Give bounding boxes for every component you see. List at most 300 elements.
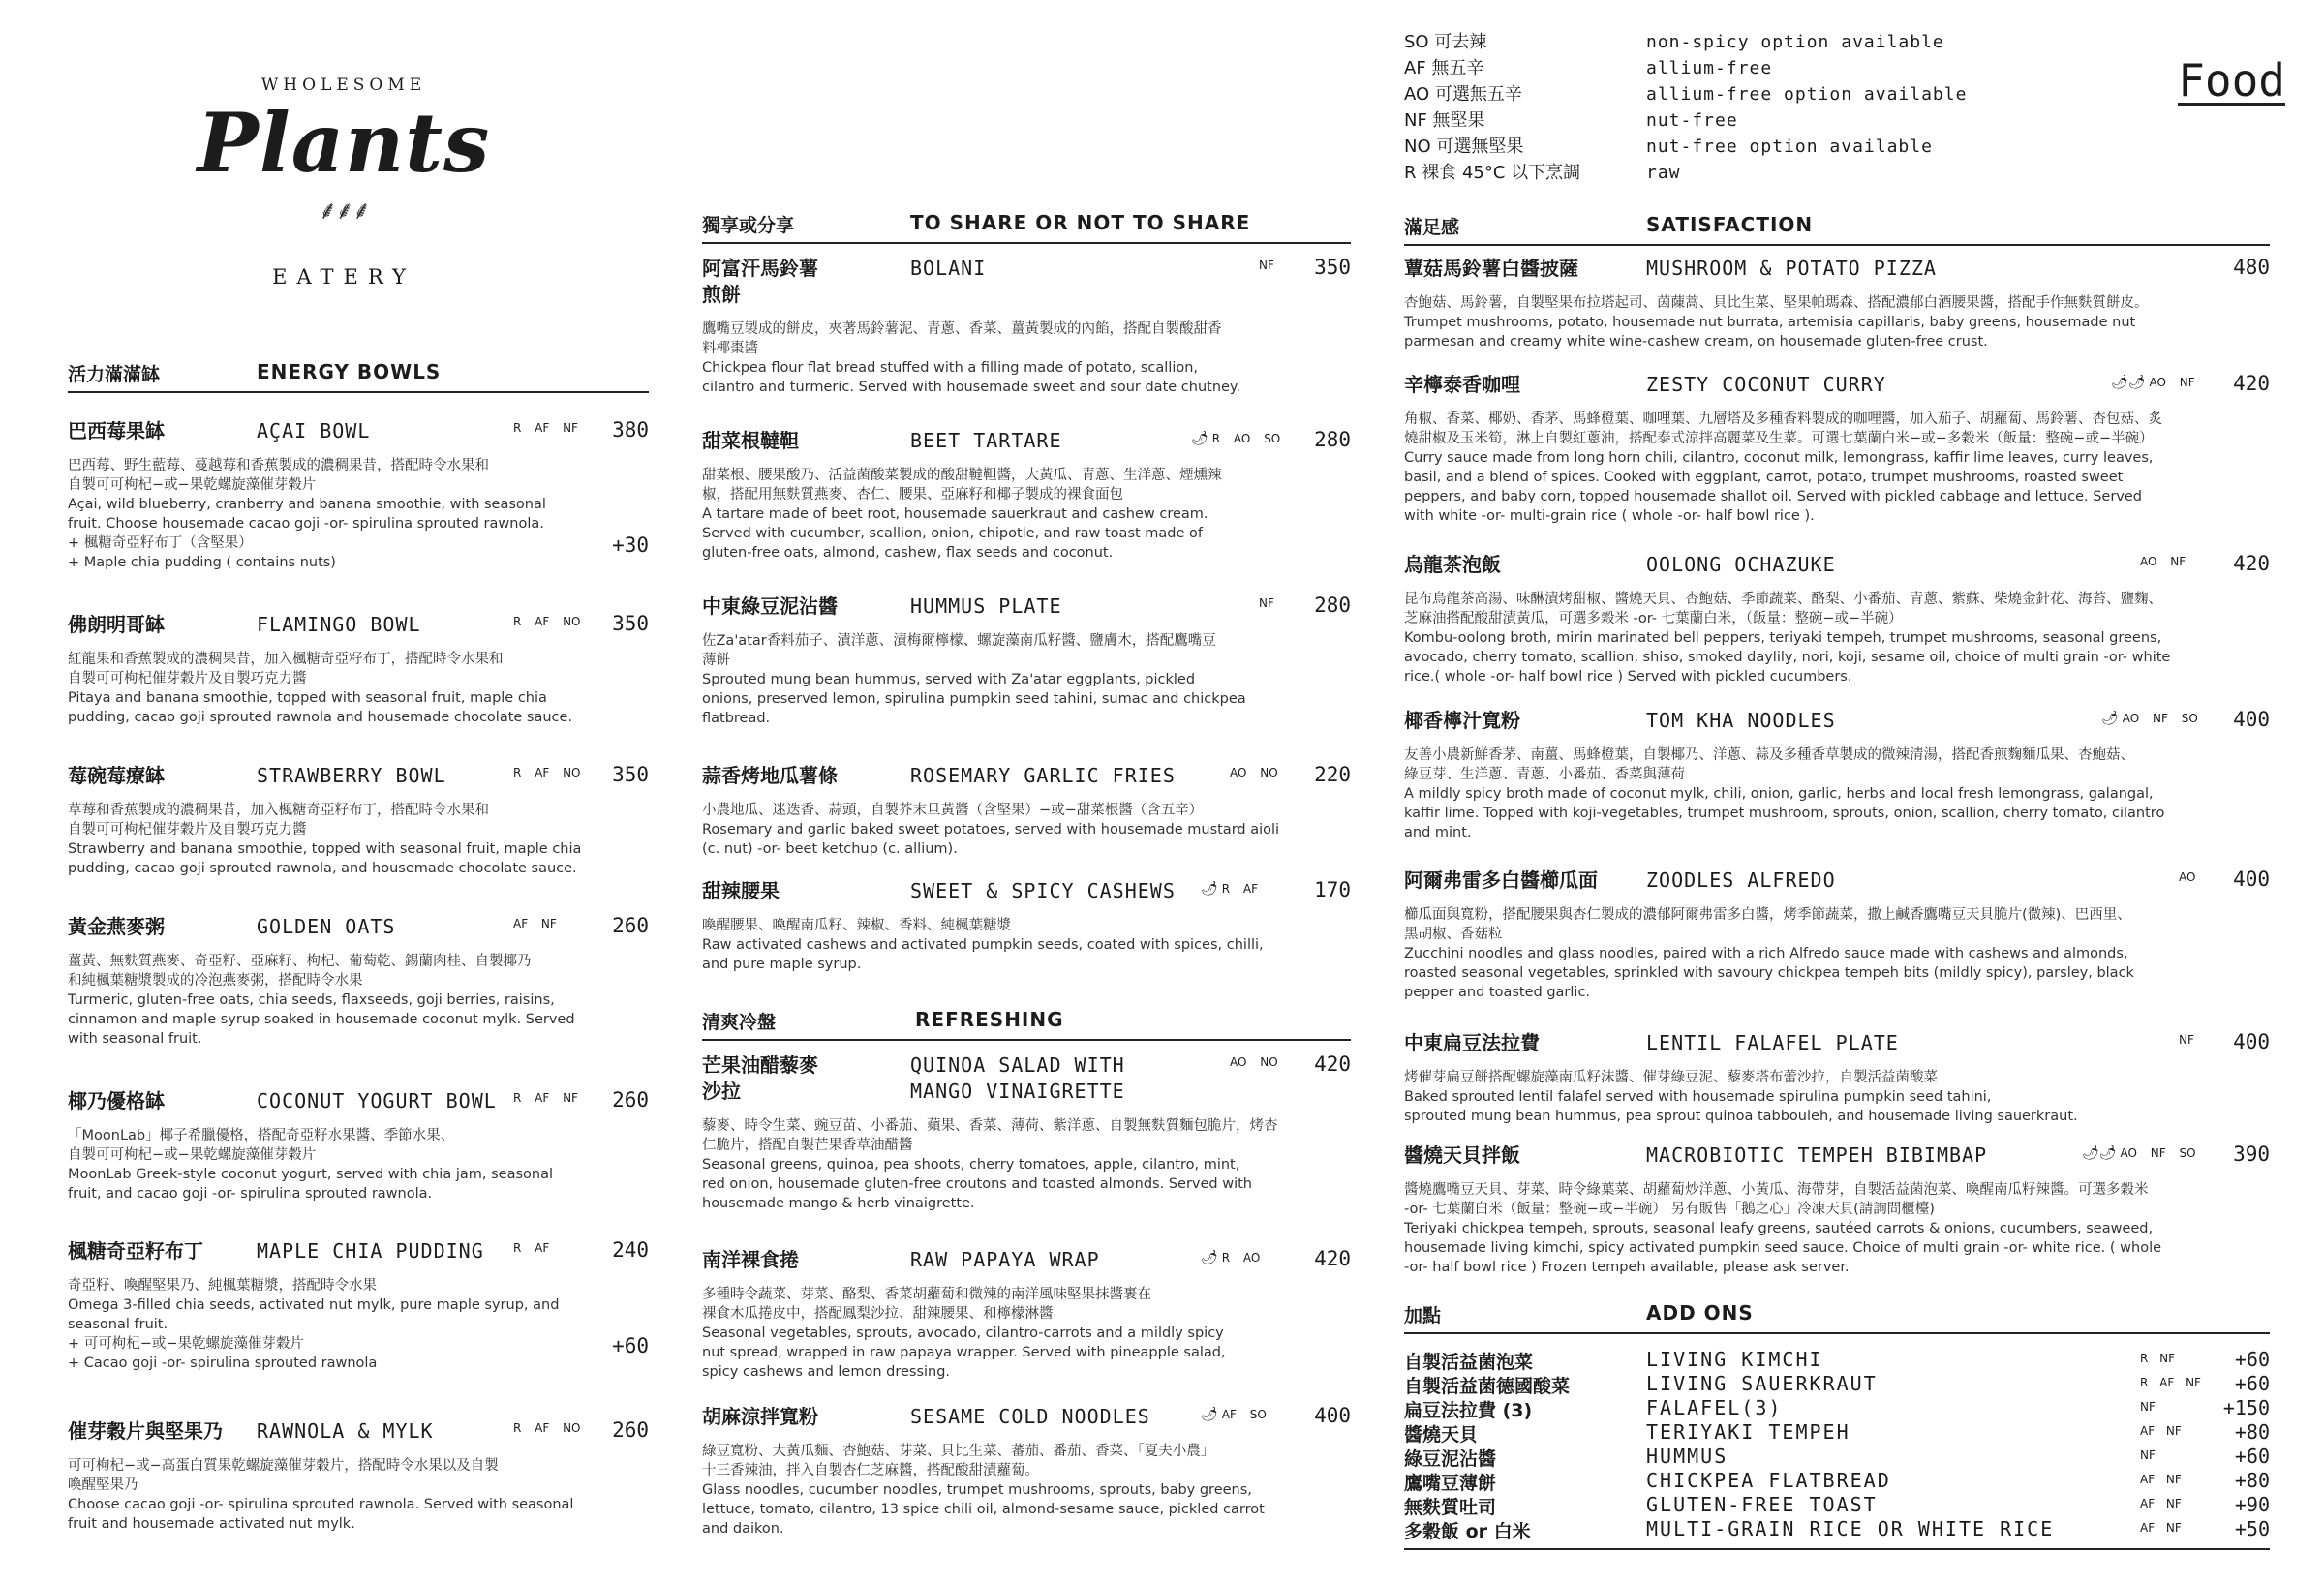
add-on-name-zh: 扁豆法拉費 (3) xyxy=(1404,1400,1533,1421)
item-name-zh: 椰乃優格缽 xyxy=(68,1089,165,1112)
section-title-zh: 清爽冷盤 xyxy=(702,1012,777,1033)
section-to-share xyxy=(702,203,1351,244)
section-title-en: ENERGY BOWLS xyxy=(257,360,442,383)
diet-tags xyxy=(1259,259,1274,272)
description-line: gluten-free oats, almond, cashew, flax seeds and coconut. xyxy=(702,545,1114,561)
add-on-row xyxy=(1404,1445,2270,1470)
item-price: 420 xyxy=(2233,372,2270,395)
description-line: 多種時令蔬菜、芽菜、酪梨、香菜胡蘿蔔和微辣的南洋風味堅果抹醬裹在 xyxy=(702,1287,1151,1302)
diet-codes: NF xyxy=(2140,1448,2156,1462)
section-title-en: REFRESHING xyxy=(915,1008,1064,1031)
item-name-zh: 楓糖奇亞籽布丁 xyxy=(68,1239,203,1263)
diet-codes: NF xyxy=(1259,259,1274,272)
logo-tagline: WHOLESOME xyxy=(260,76,427,95)
description-line: 薄餅 xyxy=(702,653,730,668)
addon-price: +60 xyxy=(612,1334,649,1357)
item-price: 390 xyxy=(2233,1142,2270,1166)
item-name-en: BEET TARTARE xyxy=(910,429,1062,452)
item-name-en: BOLANI xyxy=(910,257,987,280)
item-description xyxy=(702,1442,1351,1538)
description-line: red onion, housemade gluten-free croutons and toasted almonds. Served with xyxy=(702,1176,1252,1192)
description-line: 綠豆芽、生洋蔥、青蔥、小番茄、香菜與薄荷 xyxy=(1404,767,1685,782)
description-line: Zucchini noodles and glass noodles, paired with a rich Alfredo sauce made with cashews and almonds, xyxy=(1404,946,2128,961)
description-line: Omega 3-filled chia seeds, activated nut mylk, pure maple syrup, and xyxy=(68,1297,560,1313)
description-line: and pure maple syrup. xyxy=(702,957,862,972)
description-line: 芝麻油搭配酸甜漬黃瓜，可選多穀米 -or- 七葉蘭白米，（飯量：整碗−或−半碗） xyxy=(1404,611,1903,626)
item-name-zh: 蒜香烤地瓜薯條 xyxy=(702,764,838,787)
description-line: 角椒、香菜、椰奶、香茅、馬蜂橙葉、咖哩葉、九層塔及多種香料製成的咖哩醬，加入茄子、胡蘿蔔、馬鈴薯、杏包菇、炙 xyxy=(1404,411,2162,427)
diet-codes: R AF NF xyxy=(513,421,578,435)
diet-tags xyxy=(513,421,578,435)
description-line: Curry sauce made from long horn chili, cilantro, coconut milk, lemongrass, kaffir lime leaves, curry leaves, xyxy=(1404,450,2154,466)
description-line: rice.( whole -or- half bowl rice ) Served with pickled cucumbers. xyxy=(1404,669,1852,685)
description-line: pudding, cacao goji sprouted rawnola, and housemade chocolate sauce. xyxy=(68,861,577,876)
diet-codes: AF NF xyxy=(2140,1473,2182,1486)
description-line: housemade living kimchi, spicy activated pumpkin seed sauce. Choice of multi grain -or- white rice. ( whole xyxy=(1404,1240,2162,1256)
description-line: (c. nut) -or- beet ketchup (c. allium). xyxy=(702,841,958,857)
item-name-zh: 催芽穀片與堅果乃 xyxy=(68,1419,223,1443)
item-name-zh: 佛朗明哥缽 xyxy=(68,613,165,636)
add-on-price: +80 xyxy=(2234,1469,2270,1492)
description-line: Chickpea flour flat bread stuffed with a filling made of potato, scallion, xyxy=(702,360,1199,376)
item-name-en: AÇAI BOWL xyxy=(257,419,371,442)
add-on-row xyxy=(1404,1348,2270,1373)
item-description xyxy=(68,1126,649,1203)
item-price: 280 xyxy=(1314,428,1351,451)
item-name-en: OOLONG OCHAZUKE xyxy=(1646,553,1836,576)
description-line: MoonLab Greek-style coconut yogurt, served with chia jam, seasonal xyxy=(68,1167,553,1182)
description-line: Trumpet mushrooms, potato, housemade nut burrata, artemisia capillaris, baby greens, housemade nut xyxy=(1404,315,2136,330)
item-description xyxy=(68,1456,649,1534)
diet-tags xyxy=(1230,766,1278,779)
description-line: Pitaya and banana smoothie, topped with seasonal fruit, maple chia xyxy=(68,690,547,706)
description-line: Açai, wild blueberry, cranberry and banana smoothie, with seasonal xyxy=(68,497,546,512)
description-line: Sprouted mung bean hummus, served with Za'atar eggplants, pickled xyxy=(702,672,1196,687)
item-price: 220 xyxy=(1314,763,1351,786)
legend-meaning: allium-free xyxy=(1646,58,1773,78)
divider xyxy=(1404,1548,2270,1550)
item-price: 420 xyxy=(1314,1247,1351,1270)
diet-codes: R AF NO xyxy=(513,1421,581,1435)
diet-codes: AO NF xyxy=(2149,376,2195,389)
description-line: 櫛瓜面與寬粉，搭配腰果與杏仁製成的濃郁阿爾弗雷多白醬，烤季節蔬菜，撒上鹹香鷹嘴豆天貝脆片(微辣)、巴西里、 xyxy=(1404,907,2131,923)
description-line: 自製可可枸杞催芽穀片及自製巧克力醬 xyxy=(68,671,307,686)
description-line: 紅龍果和香蕉製成的濃稠果昔，加入楓糖奇亞籽布丁，搭配時令水果和 xyxy=(68,652,504,667)
diet-tags xyxy=(513,766,581,779)
diet-codes: NF xyxy=(1259,596,1274,610)
description-line: Strawberry and banana smoothie, topped with seasonal fruit, maple chia xyxy=(68,841,582,857)
legend-meaning: non-spicy option available xyxy=(1646,32,1944,52)
item-name-en: FLAMINGO BOWL xyxy=(257,613,421,636)
description-line: Raw activated cashews and activated pumpkin seeds, coated with spices, chilli, xyxy=(702,937,1264,953)
diet-tags xyxy=(513,917,557,930)
item-description xyxy=(1404,293,2270,351)
add-on-row xyxy=(1404,1517,2270,1542)
description-line: 醬燒鷹嘴豆天貝、芽菜、時令綠葉菜、胡蘿蔔炒洋蔥、小黃瓜、海帶芽，自製活益菌泡菜、喚醒南瓜籽辣醬。可選多穀米 xyxy=(1404,1182,2149,1198)
item-name-en: QUINOA SALAD WITH MANGO VINAIGRETTE xyxy=(910,1053,1125,1103)
item-price: 260 xyxy=(612,1088,649,1112)
description-line: sprouted mung bean hummus, pea sprout quinoa tabbouleh, and housemade living sauerkraut. xyxy=(1404,1109,2078,1124)
item-price: 400 xyxy=(2233,868,2270,891)
add-on-price: +80 xyxy=(2234,1420,2270,1444)
diet-codes: AF NF xyxy=(513,917,557,930)
description-line: 和純楓葉糖漿製成的冷泡燕麥粥，搭配時令水果 xyxy=(68,973,363,989)
description-line: fruit. Choose housemade cacao goji -or- spirulina sprouted rawnola. xyxy=(68,516,544,532)
add-on-price: +150 xyxy=(2222,1396,2270,1419)
diet-codes: AF NF xyxy=(2140,1424,2182,1438)
chili-icon: 🌶 xyxy=(1191,431,1208,446)
description-line: and mint. xyxy=(1404,825,1472,840)
diet-tags xyxy=(2101,711,2198,726)
diet-codes: R AO xyxy=(1221,1251,1261,1264)
item-price: 350 xyxy=(612,612,649,635)
legend-code: SO 可去辣 xyxy=(1404,32,1487,52)
description-line: 可可枸杞−或−高蛋白質果乾螺旋藻催芽穀片，搭配時令水果以及自製 xyxy=(68,1458,499,1474)
description-line: 喚醒堅果乃 xyxy=(68,1477,138,1493)
description-line: 綠豆寬粉、大黃瓜麵、杏鮑菇、芽菜、貝比生菜、蕃茄、番茄、香菜、「夏夫小農」 xyxy=(702,1444,1215,1459)
description-line: 佐Za'atar香料茄子、漬洋蔥、漬梅爾檸檬、螺旋藻南瓜籽醬、鹽膚木，搭配鷹嘴豆 xyxy=(702,633,1216,649)
item-description xyxy=(702,320,1351,397)
page-title: Food xyxy=(2178,54,2285,107)
item-name-en: LENTIL FALAFEL PLATE xyxy=(1646,1031,1899,1054)
description-line: + 可可枸杞−或−果乾螺旋藻催芽穀片 xyxy=(68,1336,305,1352)
legend-code: AO 可選無五辛 xyxy=(1404,84,1522,105)
item-price: 480 xyxy=(2233,256,2270,279)
description-line: flatbread. xyxy=(702,711,771,726)
item-description xyxy=(68,801,649,878)
diet-codes: AO NF SO xyxy=(2120,1146,2196,1160)
chili-icon: 🌶🌶 xyxy=(2082,1145,2117,1161)
diet-codes: R NF xyxy=(2140,1352,2176,1365)
diet-tags xyxy=(1201,881,1258,897)
chili-icon: 🌶 xyxy=(1201,1407,1218,1422)
legend-code: NF 無堅果 xyxy=(1404,110,1485,131)
description-line: peppers, and baby corn, topped housemade shallot oil. Served with pickled cabbage and lettuce. Served xyxy=(1404,489,2143,504)
description-line: spicy cashews and lemon dressing. xyxy=(702,1364,951,1380)
item-name-zh: 胡麻涼拌寬粉 xyxy=(702,1405,818,1428)
description-line: 杏鮑菇、馬鈴薯，自製堅果布拉塔起司、茵蔯蒿、貝比生菜、堅果帕瑪森、搭配濃郁白酒腰果醬，搭配手作無麩質餅皮。 xyxy=(1404,295,2149,311)
item-name-zh: 甜辣腰果 xyxy=(702,879,780,902)
item-price: 170 xyxy=(1314,878,1351,901)
item-description xyxy=(68,952,649,1049)
add-on-name-en: TERIYAKI TEMPEH xyxy=(1646,1420,1850,1444)
description-line: 友善小農新鮮香茅、南薑、馬蜂橙葉，自製椰乃、洋蔥、蒜及多種香草製成的微辣清湯，搭配香煎麴麵瓜果、杏鮑菇、 xyxy=(1404,747,2134,763)
description-line: 甜菜根、腰果酸乃、活益菌酸菜製成的酸甜韃靼醬，大黃瓜、青蔥、生洋蔥、煙燻辣 xyxy=(702,468,1222,483)
item-name-en: MUSHROOM & POTATO PIZZA xyxy=(1646,257,1937,280)
description-line: 燒甜椒及玉米筍，淋上自製紅蔥油，搭配泰式涼拌高麗菜及生菜。可選七葉蘭白米−或−多穀米（飯量：整碗−或−半碗） xyxy=(1404,431,2154,446)
item-name-en: MACROBIOTIC TEMPEH BIBIMBAP xyxy=(1646,1143,1988,1167)
diet-tags xyxy=(1201,1250,1260,1265)
item-name-zh: 阿爾弗雷多白醬櫛瓜面 xyxy=(1404,868,1598,892)
add-on-name-en: MULTI-GRAIN RICE OR WHITE RICE xyxy=(1646,1517,2055,1540)
item-name-zh: 莓碗莓療缽 xyxy=(68,764,165,787)
add-on-name-zh: 鷹嘴豆薄餅 xyxy=(1404,1473,1497,1494)
description-line: 仁脆片，搭配自製芒果香草油醋醬 xyxy=(702,1138,913,1153)
add-on-price: +60 xyxy=(2234,1372,2270,1395)
description-line: Seasonal greens, quinoa, pea shoots, cherry tomatoes, apple, cilantro, mint, xyxy=(702,1157,1240,1173)
item-description xyxy=(702,1285,1351,1382)
diet-codes: R AF NF xyxy=(513,1091,578,1105)
legend-meaning: nut-free option available xyxy=(1646,137,1933,157)
diet-tags xyxy=(1230,1055,1278,1069)
item-price: 260 xyxy=(612,1418,649,1442)
item-description xyxy=(702,1116,1351,1213)
description-line: A tartare made of beet root, housemade sauerkraut and cashew cream. xyxy=(702,506,1208,522)
section-title-zh: 加點 xyxy=(1404,1305,1442,1326)
legend-code: NO 可選無堅果 xyxy=(1404,137,1524,157)
item-name-zh: 南洋裸食捲 xyxy=(702,1248,799,1271)
description-line: cilantro and turmeric. Served with housemade sweet and sour date chutney. xyxy=(702,380,1241,395)
description-line: fruit, and cacao goji -or- spirulina sprouted rawnola. xyxy=(68,1186,433,1202)
add-on-name-zh: 無麩質吐司 xyxy=(1404,1497,1497,1518)
section-refreshing xyxy=(702,1000,1351,1041)
item-description xyxy=(1404,590,2270,686)
item-name-en: ZESTY COCONUT CURRY xyxy=(1646,373,1886,396)
add-on-row xyxy=(1404,1420,2270,1446)
chili-icon: 🌶 xyxy=(1201,1250,1218,1265)
item-name-zh: 阿富汗馬鈴薯 煎餅 xyxy=(702,257,818,306)
description-line: seasonal fruit. xyxy=(68,1317,168,1332)
section-title-en: ADD ONS xyxy=(1646,1301,1754,1325)
description-line: 「MoonLab」椰子希臘優格，搭配奇亞籽水果醬、季節水果、 xyxy=(68,1128,455,1143)
item-name-zh: 中東扁豆法拉費 xyxy=(1404,1031,1540,1054)
item-description xyxy=(68,1276,649,1373)
diet-codes: AO NO xyxy=(1230,766,1278,779)
diet-codes: AO xyxy=(2179,870,2196,884)
add-on-row xyxy=(1404,1372,2270,1397)
item-price: 260 xyxy=(612,914,649,937)
diet-tags xyxy=(2111,375,2195,390)
description-line: 裸食木瓜捲皮中，搭配鳳梨沙拉、甜辣腰果、和檸檬淋醬 xyxy=(702,1306,1054,1322)
description-line: Kombu-oolong broth, mirin marinated bell peppers, teriyaki tempeh, trumpet mushrooms, seasonal greens, xyxy=(1404,630,2162,646)
diet-tags xyxy=(1259,596,1274,610)
description-line: Choose cacao goji -or- spirulina sprouted rawnola. Served with seasonal xyxy=(68,1497,574,1512)
diet-codes: R AF NF xyxy=(2140,1376,2201,1389)
logo-name: Plants xyxy=(197,95,491,191)
description-line: parmesan and creamy white wine-cashew cream, on housemade gluten-free crust. xyxy=(1404,334,1988,350)
description-line: 喚醒腰果、喚醒南瓜籽、辣椒、香料、純楓葉糖漿 xyxy=(702,918,1011,933)
diet-tags xyxy=(2140,555,2186,568)
item-price: 400 xyxy=(1314,1404,1351,1427)
description-line: 昆布烏龍茶高湯、味醂漬烤甜椒、醬燒天貝、杏鮑菇、季節蔬菜、酪梨、小番茄、青蔥、紫蘇、柴燒金針花、海苔、鹽麴、 xyxy=(1404,592,2162,607)
add-on-row xyxy=(1404,1396,2270,1421)
description-line: kaffir lime. Topped with koji-vegetables, trumpet mushroom, sprouts, onion, scallion, cherry tomato, cilantro xyxy=(1404,806,2165,821)
add-on-price: +60 xyxy=(2234,1445,2270,1468)
description-line: Rosemary and garlic baked sweet potatoes, served with housemade mustard aioli xyxy=(702,822,1280,838)
item-name-zh: 甜菜根韃靼 xyxy=(702,429,799,452)
description-line: -or- half bowl rice ) Frozen tempeh available, please ask server. xyxy=(1404,1260,1850,1275)
legend-meaning: raw xyxy=(1646,163,1681,183)
diet-tags xyxy=(513,1091,578,1105)
item-price: 350 xyxy=(1314,256,1351,279)
diet-codes: R AO SO xyxy=(1211,432,1281,445)
diet-tags xyxy=(2082,1145,2196,1161)
description-line: 黑胡椒、香菇粒 xyxy=(1404,927,1503,942)
item-description xyxy=(68,456,649,572)
item-name-en: RAW PAPAYA WRAP xyxy=(910,1248,1100,1271)
item-name-zh: 辛檸泰香咖哩 xyxy=(1404,373,1520,396)
description-line: A mildly spicy broth made of coconut mylk, chili, onion, garlic, herbs and local fresh lemongrass, galangal, xyxy=(1404,786,2154,802)
add-on-name-zh: 自製活益菌德國酸菜 xyxy=(1404,1376,1571,1397)
item-description xyxy=(702,631,1351,728)
item-name-zh: 烏龍茶泡飯 xyxy=(1404,553,1501,576)
item-name-en: STRAWBERRY BOWL xyxy=(257,764,446,787)
description-line: 十三香辣油，拌入自製杏仁芝麻醬，搭配酸甜漬蘿蔔。 xyxy=(702,1463,1039,1478)
diet-codes: AF NF xyxy=(2140,1521,2182,1535)
description-line: + Maple chia pudding ( contains nuts) xyxy=(68,555,336,570)
description-line: 烤催芽扁豆餅搭配螺旋藻南瓜籽沫醬、催芽綠豆泥、藜麥塔布蕾沙拉，自製活益菌酸菜 xyxy=(1404,1070,1938,1085)
chili-icon: 🌶 xyxy=(2101,711,2119,726)
description-line: nut spread, wrapped in raw papaya wrapper. Served with pineapple salad, xyxy=(702,1345,1226,1360)
legend-code: AF 無五辛 xyxy=(1404,58,1484,78)
description-line: Turmeric, gluten-free oats, chia seeds, flaxseeds, goji berries, raisins, xyxy=(68,992,555,1008)
item-price: 280 xyxy=(1314,594,1351,617)
item-price: 400 xyxy=(2233,1030,2270,1053)
item-name-en: SWEET & SPICY CASHEWS xyxy=(910,879,1176,902)
description-line: 鷹嘴豆製成的餅皮，夾著馬鈴薯泥、青蔥、香菜、薑黃製成的內餡，搭配自製酸甜香 xyxy=(702,321,1222,337)
diet-codes: AF NF xyxy=(2140,1497,2182,1510)
description-line: 藜麥、時令生菜、豌豆苗、小番茄、蘋果、香菜、薄荷、紫洋蔥、自製無麩質麵包脆片，烤杏 xyxy=(702,1118,1278,1134)
item-description xyxy=(1404,746,2270,842)
legend-meaning: allium-free option available xyxy=(1646,84,1968,105)
diet-codes: R AF xyxy=(513,1241,550,1255)
section-satisfaction xyxy=(1404,205,2270,246)
add-on-name-en: CHICKPEA FLATBREAD xyxy=(1646,1469,1891,1492)
item-name-zh: 中東綠豆泥沾醬 xyxy=(702,594,838,618)
section-title-zh: 活力滿滿缽 xyxy=(68,364,161,385)
diet-tags xyxy=(1191,431,1280,446)
diet-codes: R AF xyxy=(1221,882,1259,896)
description-line: 草莓和香蕉製成的濃稠果昔，加入楓糖奇亞籽布丁，搭配時令水果和 xyxy=(68,803,489,818)
description-line: 小農地瓜、迷迭香、蒜頭，自製芥末旦黃醬（含堅果）−或−甜菜根醬（含五辛） xyxy=(702,803,1204,818)
section-title-en: TO SHARE OR NOT TO SHARE xyxy=(910,211,1251,234)
description-line: 薑黃、無麩質燕麥、奇亞籽、亞麻籽、枸杞、葡萄乾、錫蘭肉桂、自製椰乃 xyxy=(68,954,532,969)
addon-price: +30 xyxy=(612,533,649,557)
description-line: fruit and housemade activated nut mylk. xyxy=(68,1516,355,1532)
item-name-en: ROSEMARY GARLIC FRIES xyxy=(910,764,1176,787)
item-description xyxy=(702,801,1351,859)
diet-codes: AO NF SO xyxy=(2122,712,2198,725)
description-line: 奇亞籽、喚醒堅果乃、純楓葉糖漿，搭配時令水果 xyxy=(68,1278,377,1294)
add-on-row xyxy=(1404,1493,2270,1518)
logo-subtitle: EATERY xyxy=(272,265,415,289)
description-line: avocado, cherry tomato, scallion, shiso, smoked daylily, nori, koji, sesame oil, choice of multi grain -or- white xyxy=(1404,650,2171,665)
item-name-en: RAWNOLA & MYLK xyxy=(257,1419,434,1443)
description-line: Served with cucumber, scallion, onion, chipotle, and raw toast made of xyxy=(702,526,1204,541)
add-on-name-en: FALAFEL(3) xyxy=(1646,1396,1783,1419)
item-description xyxy=(702,916,1351,974)
diet-tags xyxy=(1201,1407,1267,1422)
add-on-price: +90 xyxy=(2234,1493,2270,1516)
item-name-en: ZOODLES ALFREDO xyxy=(1646,868,1836,892)
description-line: basil, and a blend of spices. Cooked with eggplant, carrot, potato, trumpet mushrooms, roasted sweet xyxy=(1404,470,2124,485)
section-title-zh: 滿足感 xyxy=(1404,217,1460,238)
legend-code: R 裸食 45°C 以下烹調 xyxy=(1404,163,1581,183)
add-on-name-zh: 綠豆泥沾醬 xyxy=(1404,1448,1497,1470)
description-line: 巴西莓、野生藍莓、蔓越莓和香蕉製成的濃稠果昔，搭配時令水果和 xyxy=(68,458,489,473)
description-line: with seasonal fruit. xyxy=(68,1031,202,1047)
description-line: onions, preserved lemon, spirulina pumpkin seed tahini, sumac and chickpea xyxy=(702,691,1246,707)
diet-codes: AO NO xyxy=(1230,1055,1278,1069)
item-description xyxy=(1404,1180,2270,1277)
description-line: Baked sprouted lentil falafel served with housemade spirulina pumpkin seed tahini, xyxy=(1404,1089,1992,1105)
legend-meaning: nut-free xyxy=(1646,110,1738,131)
item-name-en: SESAME COLD NOODLES xyxy=(910,1405,1150,1428)
add-on-price: +60 xyxy=(2234,1348,2270,1371)
section-title-en: SATISFACTION xyxy=(1646,213,1814,236)
add-on-row xyxy=(1404,1469,2270,1494)
add-on-name-en: GLUTEN-FREE TOAST xyxy=(1646,1493,1878,1516)
description-line: housemade mango & herb vinaigrette. xyxy=(702,1196,975,1211)
item-price: 380 xyxy=(612,418,649,442)
description-line: + Cacao goji -or- spirulina sprouted rawnola xyxy=(68,1356,378,1371)
item-price: 400 xyxy=(2233,708,2270,731)
section-energy-bowls xyxy=(68,352,649,393)
brand-logo xyxy=(184,58,504,339)
item-name-en: MAPLE CHIA PUDDING xyxy=(257,1239,484,1263)
description-line: 自製可可枸杞−或−果乾螺旋藻催芽穀片 xyxy=(68,1147,317,1163)
item-name-zh: 蕈菇馬鈴薯白醬披薩 xyxy=(1404,257,1578,280)
item-name-zh: 巴西莓果缽 xyxy=(68,419,165,442)
item-name-zh: 醬燒天貝拌飯 xyxy=(1404,1143,1520,1167)
item-name-en: COCONUT YOGURT BOWL xyxy=(257,1089,497,1112)
add-on-name-zh: 多穀飯 or 白米 xyxy=(1404,1521,1531,1542)
section-title-zh: 獨享或分享 xyxy=(702,215,795,236)
item-price: 420 xyxy=(2233,552,2270,575)
item-price: 420 xyxy=(1314,1052,1351,1076)
item-name-zh: 黃金燕麥粥 xyxy=(68,915,165,938)
item-name-en: GOLDEN OATS xyxy=(257,915,396,938)
description-line: Seasonal vegetables, sprouts, avocado, cilantro-carrots and a mildly spicy xyxy=(702,1325,1224,1341)
item-description xyxy=(68,650,649,727)
description-line: + 楓糖奇亞籽布丁（含堅果） xyxy=(68,535,253,551)
description-line: with white -or- multi-grain rice ( whole -or- half bowl rice ). xyxy=(1404,508,1815,524)
diet-codes: AO NF xyxy=(2140,555,2186,568)
item-description xyxy=(1404,410,2270,526)
description-line: and daikon. xyxy=(702,1521,784,1537)
wheat-icon: ⸙⸙⸙ xyxy=(318,197,370,226)
description-line: 自製可可枸杞催芽穀片及自製巧克力醬 xyxy=(68,822,307,838)
diet-tags xyxy=(513,1241,549,1255)
description-line: pepper and toasted garlic. xyxy=(1404,985,1591,1000)
item-price: 240 xyxy=(612,1238,649,1262)
chili-icon: 🌶 xyxy=(1201,881,1218,897)
description-line: roasted seasonal vegetables, sprinkled with savoury chickpea tempeh bits (mildly spicy), parsley, black xyxy=(1404,965,2134,981)
add-on-name-en: HUMMUS xyxy=(1646,1445,1728,1468)
diet-codes: R AF NO xyxy=(513,766,581,779)
diet-codes: AF SO xyxy=(1221,1408,1267,1421)
item-description xyxy=(1404,1068,2270,1126)
diet-codes: NF xyxy=(2179,1033,2194,1047)
description-line: lettuce, tomato, cilantro, 13 spice chili oil, almond-sesame sauce, pickled carrot xyxy=(702,1502,1265,1517)
diet-codes: R AF NO xyxy=(513,615,581,628)
description-line: Teriyaki chickpea tempeh, sprouts, seasonal leafy greens, sautéed carrots & onions, cucumbers, seaweed, xyxy=(1404,1221,2154,1236)
add-on-name-en: LIVING SAUERKRAUT xyxy=(1646,1372,1878,1395)
item-name-en: TOM KHA NOODLES xyxy=(1646,709,1836,732)
add-on-name-en: LIVING KIMCHI xyxy=(1646,1348,1823,1371)
add-on-price: +50 xyxy=(2234,1517,2270,1540)
item-price: 350 xyxy=(612,763,649,786)
item-name-zh: 芒果油醋藜麥 沙拉 xyxy=(702,1053,818,1103)
description-line: 自製可可枸杞−或−果乾螺旋藻催芽穀片 xyxy=(68,477,317,493)
add-on-name-zh: 自製活益菌泡菜 xyxy=(1404,1352,1534,1373)
description-line: 椒，搭配用無麩質燕麥、杏仁、腰果、亞麻籽和椰子製成的裸食面包 xyxy=(702,487,1123,503)
description-line: 料椰棗醬 xyxy=(702,341,758,356)
diet-tags xyxy=(513,615,581,628)
section-add-ons xyxy=(1404,1294,2270,1334)
diet-tags xyxy=(513,1421,581,1435)
item-description xyxy=(1404,905,2270,1002)
